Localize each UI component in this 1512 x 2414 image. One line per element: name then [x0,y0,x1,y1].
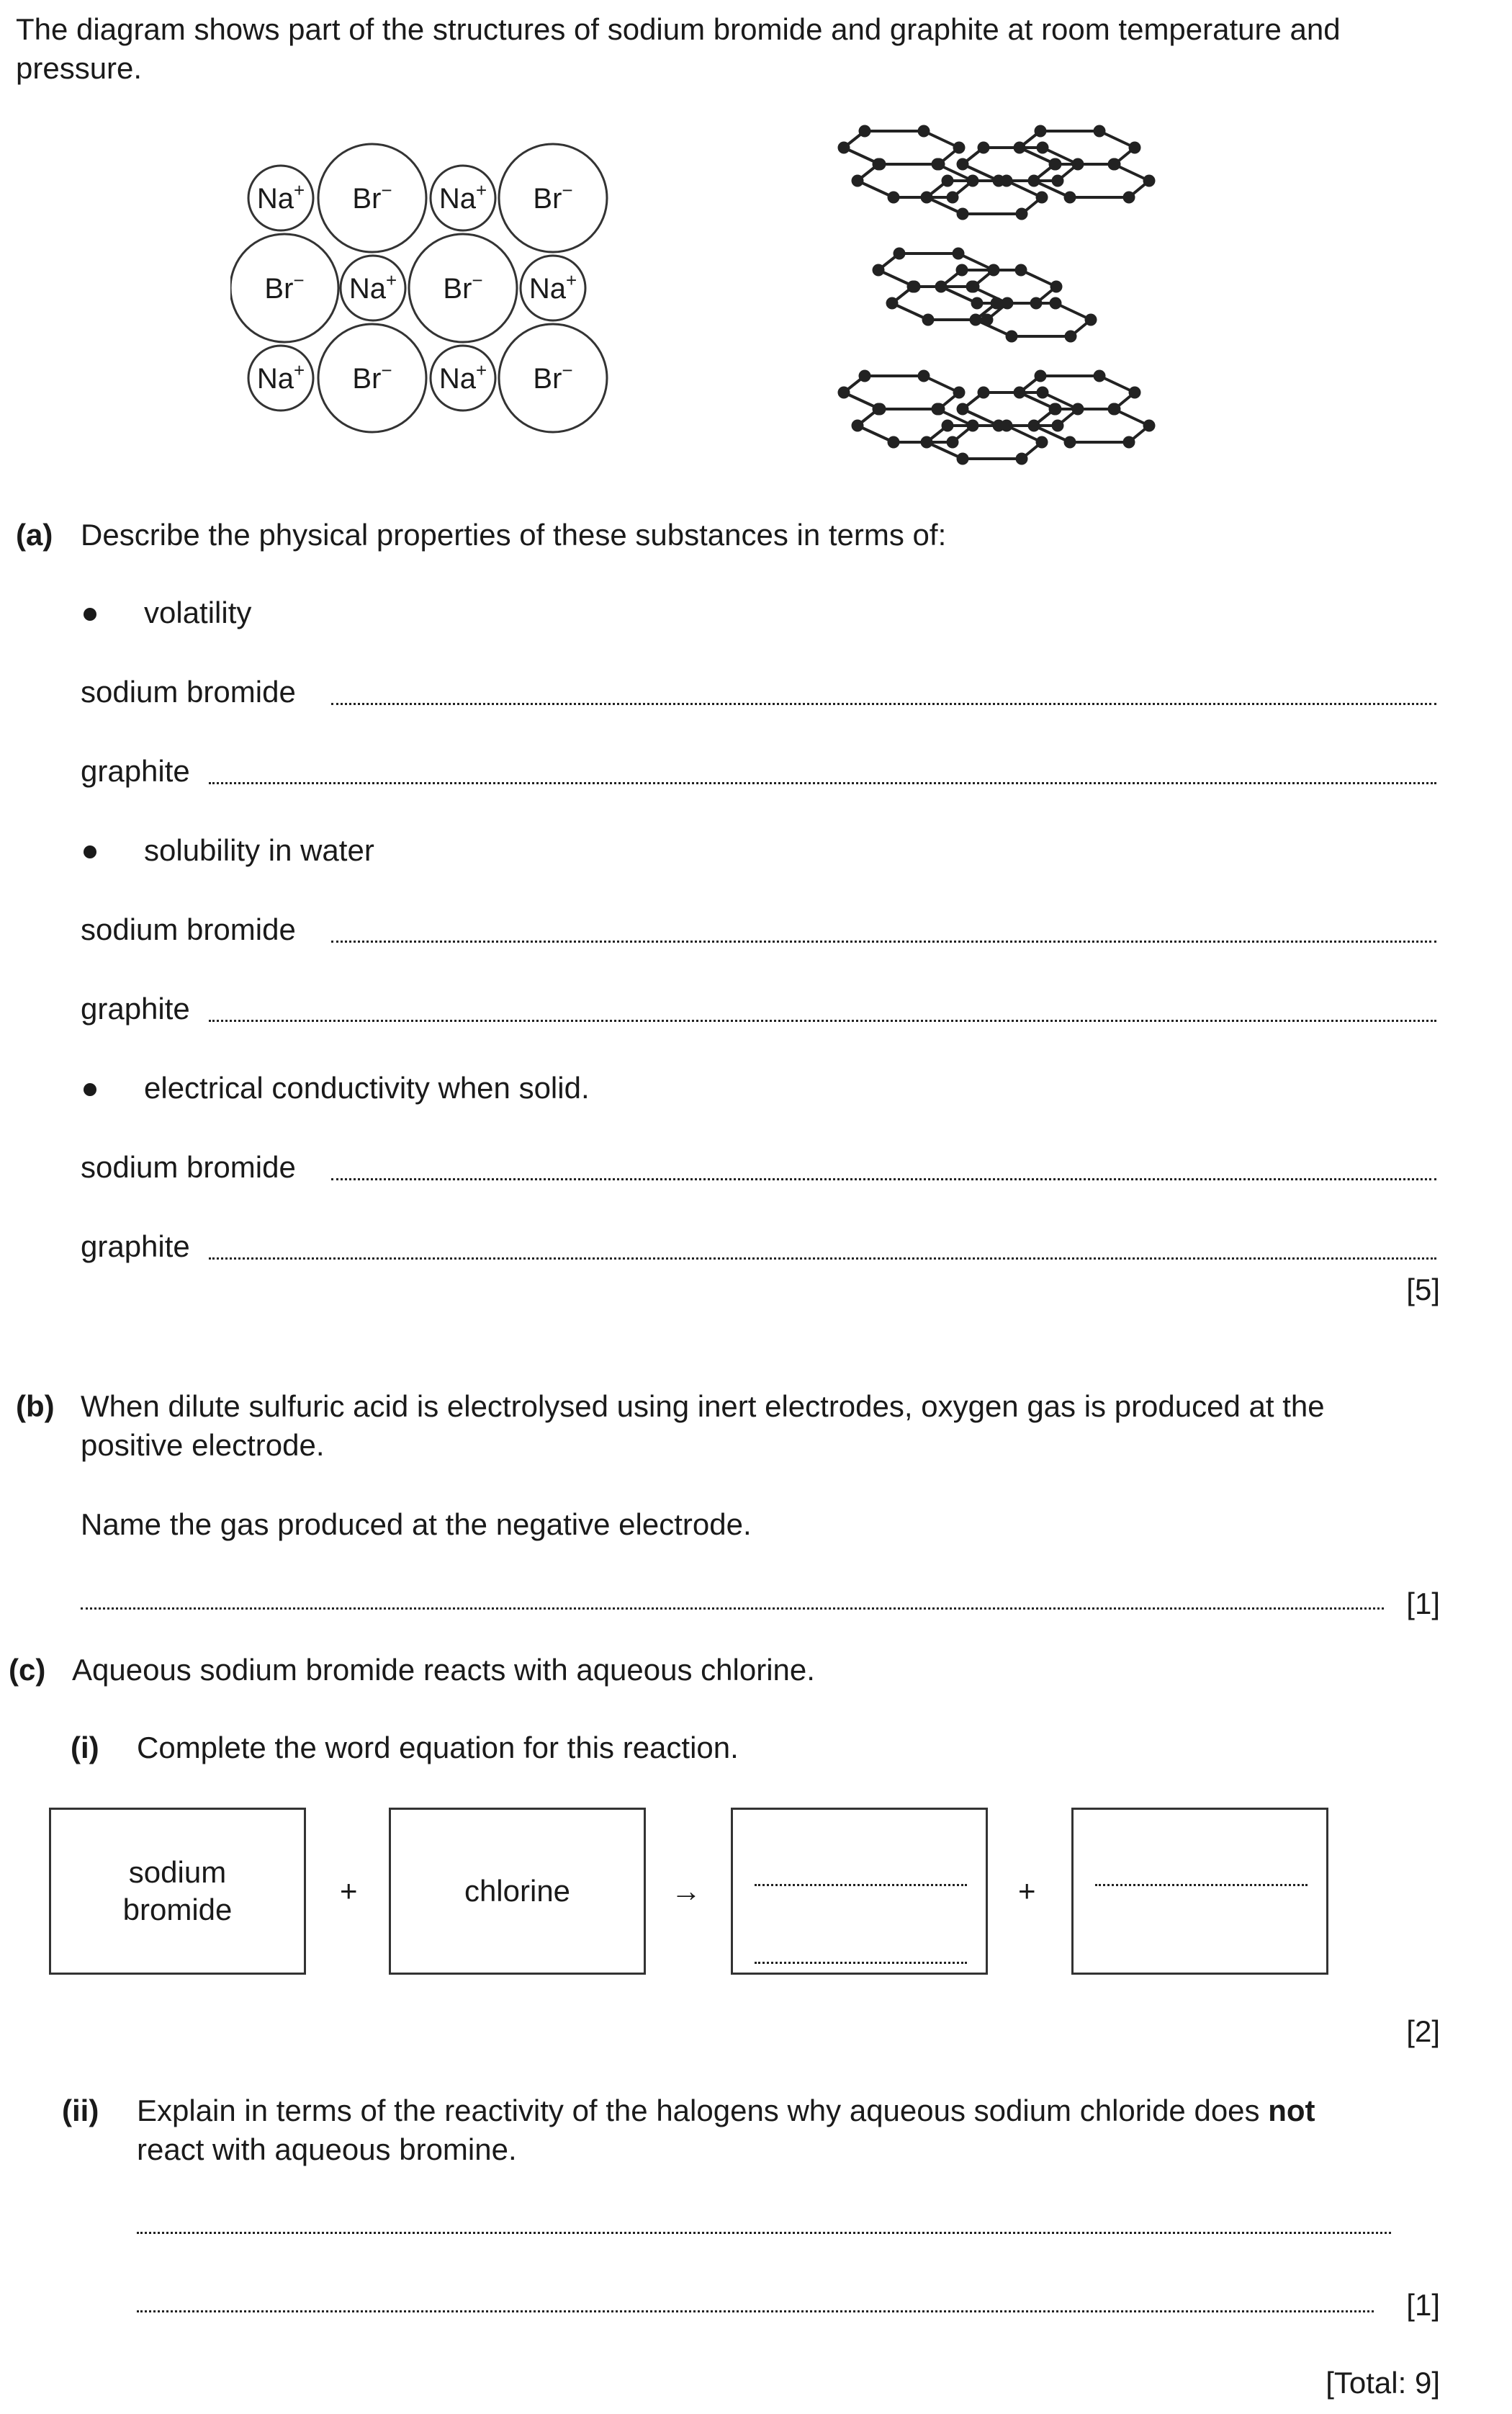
ion-label: Br− [533,179,573,215]
carbon-atom [1014,142,1026,154]
carbon-atom [1108,403,1120,416]
carbon-atom [1065,331,1077,343]
part-a-marks: [5] [1406,1273,1440,1306]
carbon-atom [971,297,984,310]
part-c-ii-marks: [1] [1406,2288,1440,2322]
sodium-ion [521,256,585,320]
carbon-atom [838,142,850,154]
carbon-atom [838,387,850,399]
carbon-atom [1064,192,1076,204]
part-b-marks: [1] [1406,1587,1440,1620]
sodium-bromide-lattice-diagram [230,133,634,443]
carbon-atom [886,297,899,310]
part-a-prompt: Describe the physical properties of these substances in terms of: [81,518,947,552]
ion-label: Na+ [528,269,577,305]
carbon-atom [1123,192,1135,204]
carbon-atom [852,420,864,432]
carbon-atom [894,248,906,260]
carbon-atom [918,125,930,138]
bromide-ion [318,144,426,252]
ion-label: Br− [533,359,573,395]
carbon-atom [888,192,900,204]
carbon-atom [852,175,864,187]
carbon-atom [1050,297,1062,310]
carbon-atom [873,158,885,171]
sodium-ion [431,166,495,230]
carbon-atom [953,248,965,260]
carbon-atom [859,370,871,382]
carbon-atom [1052,420,1064,432]
part-c-ii-answer-line-2[interactable] [137,2310,1374,2312]
carbon-atom [953,142,966,154]
carbon-atom [957,208,969,220]
equation-box-reactant-sodium-bromide [49,1808,306,1975]
carbon-atom [1049,158,1061,171]
bromide-ion [499,144,607,252]
part-b-answer-line[interactable] [81,1607,1384,1610]
carbon-atom [1001,420,1013,432]
property-heading: solubility in water [144,833,374,867]
carbon-atom [1050,281,1063,293]
carbon-atom [1030,297,1043,310]
carbon-atom [1028,175,1040,187]
carbon-atom [970,314,982,326]
property-heading: electrical conductivity when solid. [144,1071,590,1105]
ion-label: Br− [443,269,483,305]
bromide-ion [318,324,426,432]
product-2-answer-line[interactable] [1095,1884,1308,1886]
part-c-prompt: Aqueous sodium bromide reacts with aqueous chlorine. [72,1653,815,1687]
carbon-atom [1072,403,1084,416]
ion-label: Na+ [438,359,487,395]
carbon-atom [935,281,948,293]
ion-label: Na+ [256,179,305,215]
carbon-atom [967,420,979,432]
carbon-atom [1052,175,1064,187]
bullet-icon [84,608,96,621]
carbon-atom [1094,125,1106,138]
carbon-atom [956,264,968,277]
carbon-atom [1035,370,1047,382]
equation-box-product-1 [731,1808,988,1975]
intro-line-2: pressure. [16,51,143,85]
carbon-atom [1028,420,1040,432]
ion-label: Br− [352,359,392,395]
carbon-atom [859,125,871,138]
carbon-atom [942,420,954,432]
carbon-atom [957,158,969,171]
part-b-question: Name the gas produced at the negative electrode. [81,1507,752,1541]
sodium-ion [248,346,313,410]
part-c-label: (c) [9,1653,46,1687]
carbon-atom [1085,314,1097,326]
carbon-atom [988,264,1000,277]
part-c-ii-line-2: react with aqueous bromine. [137,2132,517,2166]
answer-line[interactable] [331,941,1436,943]
carbon-atom [888,436,900,449]
part-b-label: (b) [16,1389,55,1423]
part-c-i-label: (i) [71,1731,99,1764]
carbon-atom [1094,370,1106,382]
carbon-atom [1015,264,1027,277]
reactant-1-line-1: sodium [128,1854,227,1889]
carbon-atom [991,297,1003,310]
bullet-icon [84,845,96,858]
question-total: [Total: 9] [1326,2366,1440,2400]
answer-row-label: sodium bromide [81,912,296,946]
carbon-atom [1072,158,1084,171]
carbon-atom [1016,208,1028,220]
carbon-atom [1036,436,1048,449]
equation-plus-1: + [340,1874,358,1908]
answer-line[interactable] [209,1257,1436,1260]
answer-row-label: graphite [81,1229,190,1263]
carbon-atom [1006,331,1018,343]
carbon-atom [953,387,966,399]
carbon-atom [978,142,990,154]
answer-row-label: sodium bromide [81,675,296,709]
answer-line[interactable] [209,1020,1436,1022]
bromide-ion [499,324,607,432]
carbon-atom [967,175,979,187]
carbon-atom [1037,387,1049,399]
carbon-atom [1037,142,1049,154]
carbon-atom [978,387,990,399]
answer-row-label: graphite [81,754,190,788]
reactant-1-line-2: bromide [122,1893,233,1926]
carbon-atom [1002,297,1014,310]
sodium-ion [248,166,313,230]
ion-label: Na+ [438,179,487,215]
graphite-layer-middle [873,248,1097,343]
part-c-ii-line-1 [137,2096,1315,2126]
equation-box-product-2 [1071,1808,1328,1975]
part-c-ii-line-1-text: Explain in terms of the reactivity of the halogens why aqueous sodium chloride does [137,2094,1269,2127]
carbon-atom [907,281,919,293]
carbon-atom [1014,387,1026,399]
carbon-atom [873,264,885,277]
carbon-atom [921,436,933,449]
part-c-ii-emphasis-not: not [1268,2094,1315,2127]
carbon-atom [1064,436,1076,449]
carbon-atom [942,175,954,187]
intro-line-1: The diagram shows part of the structures of sodium bromide and graphite at room temperature and [16,12,1341,46]
bromide-ion [409,234,517,342]
part-c-i-marks: [2] [1406,2014,1440,2048]
ion-label: Br− [352,179,392,215]
part-b-line-2: positive electrode. [81,1428,325,1462]
answer-row-label: sodium bromide [81,1150,296,1184]
carbon-atom [966,281,978,293]
carbon-atom [922,314,935,326]
carbon-atom [957,403,969,416]
answer-line[interactable] [331,1178,1436,1180]
carbon-atom [1108,158,1120,171]
carbon-atom [1036,192,1048,204]
carbon-atom [1129,142,1141,154]
part-c-ii-label: (ii) [62,2094,99,2127]
equation-plus-2: + [1018,1874,1036,1908]
answer-line[interactable] [209,782,1436,784]
graphite-structure-diagram [828,115,1166,468]
part-c-i-prompt: Complete the word equation for this reaction. [137,1731,739,1764]
product-1-answer-line-2[interactable] [755,1962,967,1964]
carbon-atom [1049,403,1061,416]
graphite-layer-bottom [838,370,1156,465]
bromide-ion [230,234,338,342]
carbon-atom [1143,420,1156,432]
ion-label: Na+ [256,359,305,395]
carbon-atom [1129,387,1141,399]
bullet-icon [84,1083,96,1096]
carbon-atom [932,403,944,416]
carbon-atom [947,436,959,449]
equation-box-reactant-chlorine [389,1808,646,1975]
carbon-atom [918,370,930,382]
property-heading: volatility [144,596,252,629]
reactant-2: chlorine [464,1873,571,1908]
carbon-atom [1035,125,1047,138]
answer-row-label: graphite [81,992,190,1026]
carbon-atom [873,403,885,416]
carbon-atom [947,192,959,204]
carbon-atom [932,158,944,171]
ion-label: Br− [264,269,305,305]
carbon-atom [981,314,994,326]
answer-line[interactable] [331,703,1436,705]
part-b-line-1: When dilute sulfuric acid is electrolysed using inert electrodes, oxygen gas is produced at the [81,1389,1325,1423]
equation-arrow: → [671,1874,701,1908]
graphite-layer-top [838,125,1156,220]
carbon-atom [957,453,969,465]
carbon-atom [1123,436,1135,449]
part-c-ii-answer-line-1[interactable] [137,2232,1391,2234]
part-a-label: (a) [16,518,53,552]
sodium-ion [341,256,405,320]
sodium-ion [431,346,495,410]
carbon-atom [921,192,933,204]
carbon-atom [1016,453,1028,465]
carbon-atom [1001,175,1013,187]
product-1-answer-line-1[interactable] [755,1884,967,1886]
ion-label: Na+ [348,269,397,305]
carbon-atom [1143,175,1156,187]
